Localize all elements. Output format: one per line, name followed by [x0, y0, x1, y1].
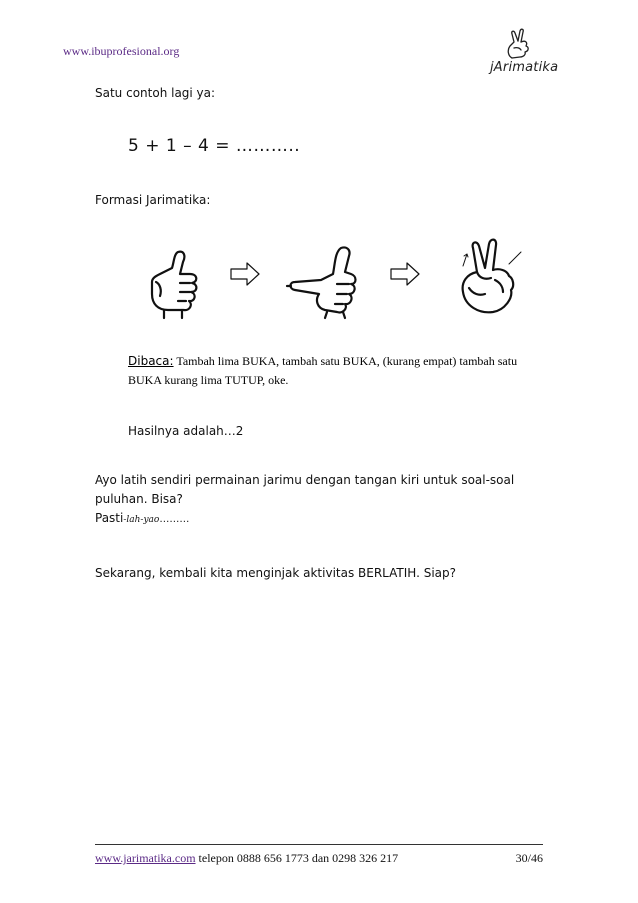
dibaca-paragraph — [128, 352, 548, 390]
thumb-point-left-hand-icon — [285, 244, 375, 320]
pasti-dots: ……… — [159, 514, 190, 525]
jarimatika-logo — [490, 28, 570, 80]
pasti-main: Pasti — [95, 511, 124, 525]
thumb-up-hand-icon — [138, 246, 208, 320]
footer — [95, 851, 543, 866]
arrow-right-icon — [230, 262, 260, 286]
formasi-heading: Formasi Jarimatika: — [95, 193, 211, 207]
intro-text: Satu contoh lagi ya: — [95, 86, 216, 100]
sekarang-text: Sekarang, kembali kita menginjak aktivitas BERLATIH. Siap? — [95, 566, 457, 580]
logo-hand-icon — [490, 28, 570, 62]
ayo-paragraph: Ayo latih sendiri permainan jarimu dengan tangan kiri untuk soal-soal puluhan. Bisa? — [95, 473, 515, 506]
arrow-right-icon — [390, 262, 420, 286]
equation-text: 5 + 1 – 4 = ……….. — [128, 136, 301, 156]
logo-text: jArimatika — [490, 60, 559, 75]
pasti-text — [95, 511, 189, 525]
jarimatika-formation-figures — [120, 238, 530, 318]
two-fingers-hand-icon — [455, 238, 525, 320]
footer-phone-text: telepon 0888 656 1773 dan 0298 326 217 — [195, 851, 399, 865]
footer-site-link[interactable]: www.jarimatika.com — [95, 851, 196, 865]
header-site-link[interactable]: www.ibuprofesional.org — [63, 44, 180, 58]
pasti-italic: -lah-yao — [123, 515, 160, 525]
hasil-text: Hasilnya adalah…2 — [128, 424, 244, 438]
dibaca-label: Dibaca: — [128, 354, 174, 368]
page-number: 30/46 — [515, 851, 543, 865]
footer-divider — [95, 844, 543, 845]
dibaca-text: Tambah lima BUKA, tambah satu BUKA, (kurang empat) tambah satu BUKA kurang lima TUTUP, oke. — [128, 354, 518, 387]
